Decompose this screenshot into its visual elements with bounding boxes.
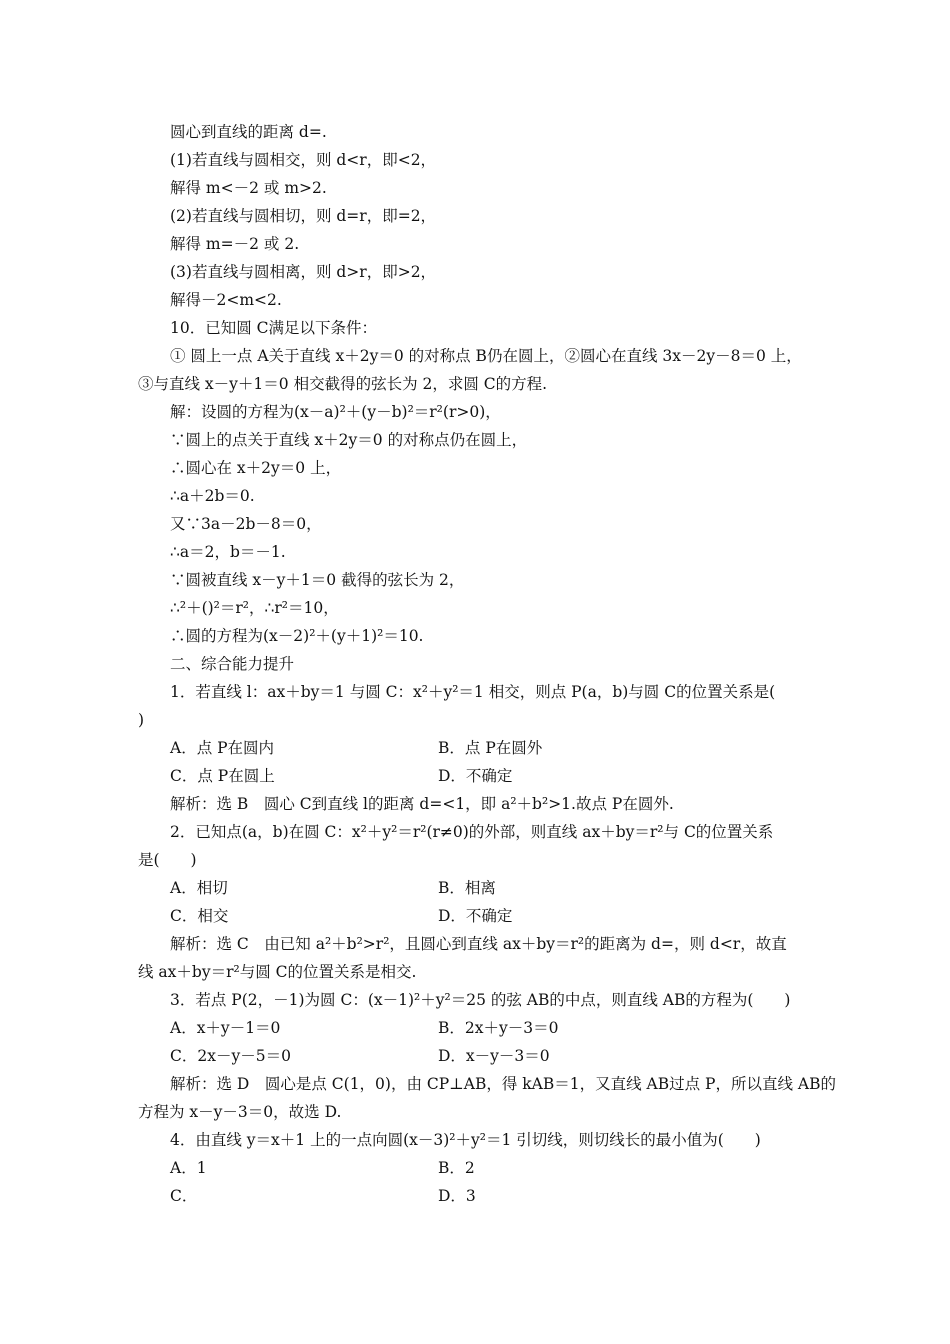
option-a: A．1: [170, 1159, 207, 1177]
solution-3: 解析：选 D 圆心是点 C(1，0)，由 CP⊥AB，得 kAB＝1，又直线 AB过点 P，所以直线 AB的: [170, 1075, 836, 1093]
text-line: ∵圆被直线 x－y＋1＝0 截得的弦长为 2，: [170, 571, 465, 589]
text-line: 圆心到直线的距离 d=.: [170, 123, 327, 141]
text-line: 方程为 x－y－3＝0，故选 D.: [138, 1103, 342, 1121]
text-line: 解得－2<m<2.: [170, 291, 282, 309]
problem-10-title: 10．已知圆 C满足以下条件：: [170, 319, 378, 337]
text-line: ∴圆的方程为(x－2)²＋(y＋1)²＝10.: [170, 627, 424, 645]
text-line: (1)若直线与圆相交，则 d<r，即<2，: [170, 151, 437, 169]
option-a: A．点 P在圆内: [170, 739, 275, 757]
question-3: 3．若点 P(2，－1)为圆 C：(x－1)²＋y²＝25 的弦 AB的中点，则直线 AB的方程为( ): [170, 991, 791, 1009]
text-line: 是( ): [138, 851, 197, 869]
text-line: ∴圆心在 x＋2y＝0 上，: [170, 459, 342, 477]
text-line: ∴²＋()²＝r²，∴r²＝10，: [170, 599, 339, 617]
option-c: C．相交: [170, 907, 229, 925]
text-line: (2)若直线与圆相切，则 d=r，即=2，: [170, 207, 437, 225]
text-line: 又∵3a－2b－8＝0，: [170, 515, 322, 533]
text-line: ): [138, 711, 145, 729]
option-c: C．2x－y－5＝0: [170, 1047, 291, 1065]
option-d: D．x－y－3＝0: [438, 1047, 550, 1065]
question-4: 4．由直线 y＝x＋1 上的一点向圆(x－3)²＋y²＝1 引切线，则切线长的最小值为( ): [170, 1131, 761, 1149]
text-line: 解得 m<－2 或 m>2.: [170, 179, 327, 197]
option-d: D．不确定: [438, 907, 513, 925]
solution-1: 解析：选 B 圆心 C到直线 l的距离 d=<1，即 a²＋b²>1.故点 P在圆外.: [170, 795, 674, 813]
option-b: B．2: [438, 1159, 475, 1177]
text-line: ∴a＋2b＝0.: [170, 487, 255, 505]
option-a: A．相切: [170, 879, 228, 897]
option-d: D．3: [438, 1187, 476, 1205]
text-line: 解得 m=－2 或 2.: [170, 235, 300, 253]
option-b: B．2x＋y－3＝0: [438, 1019, 559, 1037]
solution-2: 解析：选 C 由已知 a²＋b²>r²，且圆心到直线 ax＋by＝r²的距离为 d=，则 d<r，故直: [170, 935, 787, 953]
text-line: ③与直线 x－y＋1＝0 相交截得的弦长为 2，求圆 C的方程.: [138, 375, 548, 393]
text-line: ∴a＝2，b＝－1.: [170, 543, 286, 561]
option-a: A．x＋y－1＝0: [170, 1019, 281, 1037]
question-1: 1．若直线 l：ax＋by＝1 与圆 C：x²＋y²＝1 相交，则点 P(a，b)与圆 C的位置关系是(: [170, 683, 776, 701]
option-b: B．点 P在圆外: [438, 739, 543, 757]
text-line: 线 ax＋by＝r²与圆 C的位置关系是相交.: [138, 963, 417, 981]
section-heading: 二、综合能力提升: [170, 655, 295, 673]
text-line: 解：设圆的方程为(x－a)²＋(y－b)²＝r²(r>0)，: [170, 403, 501, 421]
text-line: (3)若直线与圆相离，则 d>r，即>2，: [170, 263, 437, 281]
text-line: ∵圆上的点关于直线 x＋2y＝0 的对称点仍在圆上，: [170, 431, 528, 449]
option-b: B．相离: [438, 879, 496, 897]
option-c: C．点 P在圆上: [170, 767, 275, 785]
option-d: D．不确定: [438, 767, 513, 785]
option-c: C．: [170, 1187, 198, 1205]
question-2: 2．已知点(a，b)在圆 C：x²＋y²＝r²(r≠0)的外部，则直线 ax＋by＝r²与 C的位置关系: [170, 823, 774, 841]
text-line: ① 圆上一点 A关于直线 x＋2y＝0 的对称点 B仍在圆上，②圆心在直线 3x－2y－8＝0 上，: [170, 347, 802, 365]
